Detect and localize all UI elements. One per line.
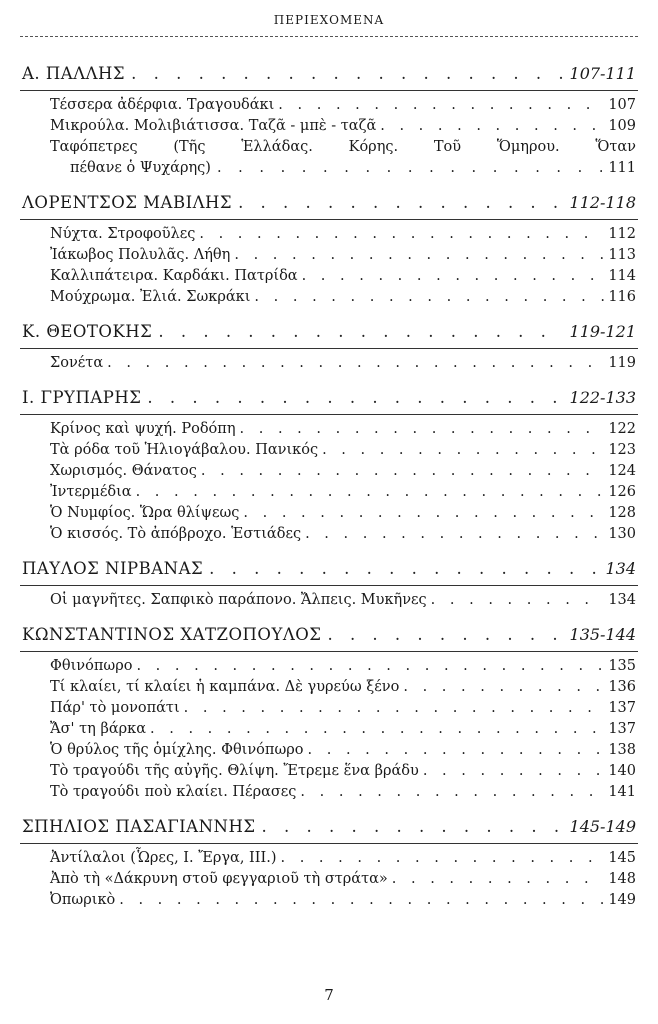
entry-title: Ἀντίλαλοι (Ὧρες, Ι. Ἔργα, ΙΙΙ.) — [50, 850, 277, 866]
section-author: Α. ΠΑΛΛΗΣ — [22, 64, 126, 83]
toc-entry — [50, 95, 636, 116]
section-page-range: 145-149 — [569, 817, 636, 836]
toc-entry — [50, 353, 636, 374]
entry-page-number: 124 — [608, 463, 636, 479]
section-page-range: 134 — [605, 559, 636, 578]
toc-entry — [50, 461, 636, 482]
entry-title: Ὀπωρικὸ — [50, 892, 116, 908]
section-entries — [50, 590, 636, 611]
dot-leader — [209, 557, 599, 581]
section-divider — [20, 843, 638, 844]
toc-entry — [50, 524, 636, 545]
section-author: Κ. ΘΕΟΤΟΚΗΣ — [22, 322, 153, 341]
toc-entry — [50, 287, 636, 308]
toc-entry — [50, 266, 636, 287]
entry-title: Τὸ τραγούδι τῆς αὐγῆς. Θλίψη. Ἔτρεμε ἕνα βράδυ — [50, 763, 419, 779]
dot-leader — [136, 656, 604, 677]
dot-leader — [305, 524, 604, 545]
entry-title-continued — [50, 158, 636, 179]
toc-entry — [50, 782, 636, 803]
dot-leader — [302, 266, 605, 287]
entry-title: Τὸ τραγούδι ποὺ κλαίει. Πέρασες — [50, 784, 297, 800]
dot-leader — [217, 158, 602, 179]
entry-title: Κρίνος καὶ ψυχή. Ροδόπη — [50, 421, 236, 437]
dot-leader — [119, 890, 604, 911]
dot-leader — [403, 677, 604, 698]
dot-leader — [278, 95, 604, 116]
toc-entry — [50, 656, 636, 677]
section-entries — [50, 95, 636, 179]
section-heading — [22, 815, 636, 839]
entry-title: Ὁ θρύλος τῆς ὁμίχλης. Φθινόπωρο — [50, 742, 304, 758]
dot-leader — [150, 719, 604, 740]
dot-leader — [234, 245, 604, 266]
toc-section — [0, 557, 658, 611]
dot-leader — [131, 62, 563, 86]
entry-title: Τὰ ρόδα τοῦ Ἡλιογάβαλου. Πανικός — [50, 442, 319, 458]
entry-title: Μούχρωμα. Ἐλιά. Σωκράκι — [50, 289, 251, 305]
entry-page-number: 113 — [608, 247, 636, 263]
section-divider — [20, 414, 638, 415]
entry-page-number: 116 — [608, 289, 636, 305]
section-entries — [50, 353, 636, 374]
entry-page-number: 138 — [608, 742, 636, 758]
section-divider — [20, 348, 638, 349]
dot-leader — [322, 440, 604, 461]
section-entries — [50, 656, 636, 803]
section-page-range: 135-144 — [569, 625, 636, 644]
entry-page-number: 141 — [608, 784, 636, 800]
entry-page-number: 109 — [608, 118, 636, 134]
section-author: ΠΑΥΛΟΣ ΝΙΡΒΑΝΑΣ — [22, 559, 204, 578]
entry-page-number: 107 — [608, 97, 636, 113]
toc-entry — [50, 440, 636, 461]
section-heading — [22, 191, 636, 215]
entry-title: Ὁ Νυμφίος. Ὥρα θλίψεως — [50, 505, 240, 521]
dot-leader — [147, 386, 563, 410]
toc-entry — [50, 419, 636, 440]
entry-page-number: 148 — [608, 871, 636, 887]
toc-entry — [50, 677, 636, 698]
entry-page-number: 137 — [608, 700, 636, 716]
entry-title: Ἄσ' τη βάρκα — [50, 721, 147, 737]
dot-leader — [262, 815, 564, 839]
toc-entry — [50, 698, 636, 719]
section-page-range: 122-133 — [569, 388, 636, 407]
entry-page-number: 119 — [608, 355, 636, 371]
entry-page-number: 136 — [608, 679, 636, 695]
dot-leader — [431, 590, 605, 611]
toc-entry — [50, 848, 636, 869]
entry-page-number: 134 — [608, 592, 636, 608]
section-author: ΣΠΗΛΙΟΣ ΠΑΣΑΓΙΑΝΝΗΣ — [22, 817, 256, 836]
toc-entry — [50, 137, 636, 179]
dot-leader — [392, 869, 605, 890]
dot-leader — [136, 482, 605, 503]
entry-page-number: 135 — [608, 658, 636, 674]
entry-page-number: 111 — [608, 160, 636, 176]
section-heading — [22, 557, 636, 581]
dot-leader — [107, 353, 604, 374]
dot-leader — [201, 461, 604, 482]
toc-entry — [50, 116, 636, 137]
header-divider — [20, 36, 638, 37]
entry-title: Χωρισμός. Θάνατος — [50, 463, 197, 479]
toc-section — [0, 815, 658, 911]
table-of-contents — [0, 62, 658, 923]
section-divider — [20, 651, 638, 652]
dot-leader — [254, 287, 604, 308]
toc-entry — [50, 890, 636, 911]
dot-leader — [308, 740, 605, 761]
entry-title: Οἱ μαγνῆτες. Σαπφικὸ παράπονο. Ἄλπεις. Μυκῆνες — [50, 592, 427, 608]
entry-page-number: 123 — [608, 442, 636, 458]
toc-entry — [50, 245, 636, 266]
toc-section — [0, 623, 658, 803]
entry-title: Ταφόπετρες (Τῆς Ἑλλάδας. Κόρης. Τοῦ Ὅμηρου. Ὅταν — [50, 139, 636, 155]
toc-entry — [50, 719, 636, 740]
section-divider — [20, 90, 638, 91]
section-author: Ι. ΓΡΥΠΑΡΗΣ — [22, 388, 142, 407]
section-author: ΛΟΡΕΝΤΣΟΣ ΜΑΒΙΛΗΣ — [22, 193, 233, 212]
section-page-range: 112-118 — [569, 193, 636, 212]
section-entries — [50, 848, 636, 911]
toc-section — [0, 62, 658, 179]
entry-title: Τέσσερα ἀδέρφια. Τραγουδάκι — [50, 97, 275, 113]
entry-title-line2: πέθανε ὁ Ψυχάρης) — [70, 160, 211, 176]
toc-entry — [50, 482, 636, 503]
section-page-range: 119-121 — [569, 322, 636, 341]
entry-page-number: 140 — [608, 763, 636, 779]
section-divider — [20, 219, 638, 220]
dot-leader — [158, 320, 563, 344]
entry-title: Ἰντερμέδια — [50, 484, 132, 500]
page-number: 7 — [324, 986, 334, 1004]
toc-entry — [50, 590, 636, 611]
dot-leader — [238, 191, 563, 215]
section-heading — [22, 62, 636, 86]
dot-leader — [423, 761, 604, 782]
entry-page-number: 149 — [608, 892, 636, 908]
section-page-range: 107-111 — [569, 64, 636, 83]
section-heading — [22, 386, 636, 410]
entry-title: Ὁ κισσός. Τὸ ἀπόβροχο. Ἑστιάδες — [50, 526, 302, 542]
page-header: ΠΕΡΙΕΧΟΜΕΝΑ — [273, 13, 385, 27]
entry-page-number: 122 — [608, 421, 636, 437]
toc-section — [0, 191, 658, 308]
section-heading — [22, 320, 636, 344]
section-heading — [22, 623, 636, 647]
dot-leader — [199, 224, 604, 245]
toc-entry — [50, 740, 636, 761]
entry-title: Μικρούλα. Μολιβιάτισσα. Ταζᾶ - μπὲ - ταζᾶ — [50, 118, 377, 134]
entry-title: Ἰάκωβος Πολυλᾶς. Λήθη — [50, 247, 231, 263]
entry-title: Νύχτα. Στροφοῦλες — [50, 226, 196, 242]
dot-leader — [243, 503, 604, 524]
toc-section — [0, 320, 658, 374]
toc-entry — [50, 869, 636, 890]
entry-page-number: 114 — [608, 268, 636, 284]
entry-page-number: 130 — [608, 526, 636, 542]
entry-title: Φθινόπωρο — [50, 658, 133, 674]
entry-page-number: 112 — [608, 226, 636, 242]
entry-title: Πάρ' τὸ μονοπάτι — [50, 700, 180, 716]
dot-leader — [300, 782, 604, 803]
section-divider — [20, 585, 638, 586]
entry-page-number: 128 — [608, 505, 636, 521]
dot-leader — [281, 848, 605, 869]
toc-entry — [50, 503, 636, 524]
section-entries — [50, 419, 636, 545]
dot-leader — [184, 698, 605, 719]
section-author: ΚΩΝΣΤΑΝΤΙΝΟΣ ΧΑΤΖΟΠΟΥΛΟΣ — [22, 625, 322, 644]
entry-title: Τί κλαίει, τί κλαίει ἡ καμπάνα. Δὲ γυρεύω ξένο — [50, 679, 400, 695]
toc-entry — [50, 761, 636, 782]
dot-leader — [240, 419, 605, 440]
entry-page-number: 145 — [608, 850, 636, 866]
dot-leader — [327, 623, 563, 647]
toc-entry — [50, 224, 636, 245]
entry-page-number: 137 — [608, 721, 636, 737]
entry-title: Σονέτα — [50, 355, 104, 371]
section-entries — [50, 224, 636, 308]
dot-leader — [380, 116, 604, 137]
entry-title: Καλλιπάτειρα. Καρδάκι. Πατρίδα — [50, 268, 298, 284]
toc-section — [0, 386, 658, 545]
entry-page-number: 126 — [608, 484, 636, 500]
entry-title: Ἀπὸ τὴ «Δάκρυνη στοῦ φεγγαριοῦ τὴ στράτα» — [50, 871, 388, 887]
